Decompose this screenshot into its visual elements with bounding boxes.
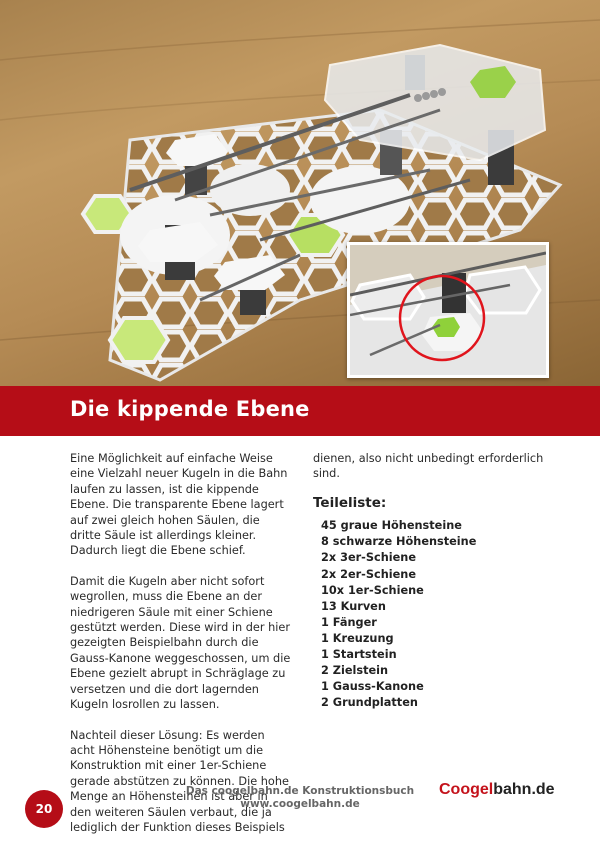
inset-detail-photo [347,242,549,378]
paragraph: Eine Möglichkeit auf einfache Weise eine Vielzahl neuer Kugeln in die Bahn laufen zu lassen, ist die kippende Ebene. Die transparente Ebene lagert auf zwei gleich hohen Säulen, die dritte Säule ist allerdings kleiner. Dadurch liegt die Ebene schief. [70,452,288,558]
right-text-column [313,451,553,711]
logo-part-bahn: bahn.de [493,781,555,798]
list-item: 8 schwarze Höhensteine [321,535,477,549]
list-item: 2x 3er-Schiene [321,551,416,565]
list-item: 13 Kurven [321,599,386,613]
detail-illustration [350,245,546,375]
list-item: 2x 2er-Schiene [321,567,416,581]
paragraph: Nachteil dieser Lösung: Es werden acht Höhensteine benötigt um die Konstruktion mit einer 1er-Schiene gerade abstützen zu können. Die hohe Menge an Höhensteinen ist aber in den weiteren Säulen verbaut, die ja lediglich der Funktion dieses Beispiels [70,728,289,834]
parts-list [313,518,553,711]
title-banner [0,386,600,436]
list-item: 2 Zielstein [321,664,389,678]
logo-part-coogel: Coogel [439,781,494,798]
list-item: 1 Gauss-Kanone [321,680,424,694]
footer-book-info [170,785,430,811]
main-photo [0,0,600,386]
parts-list-heading: Teileliste: [313,494,387,511]
coogelbahn-logo [439,781,555,799]
page-title: Die kippende Ebene [70,397,310,421]
page-number: 20 [25,790,63,828]
list-item: 45 graue Höhensteine [321,519,462,533]
list-item: 1 Kreuzung [321,631,394,645]
list-item: 10x 1er-Schiene [321,583,424,597]
paragraph-continuation: dienen, also nicht unbedingt erforderlich sind. [313,452,544,481]
list-item: 1 Fänger [321,615,377,629]
book-title: Das coogelbahn.de Konstruktionsbuch [185,785,415,797]
footer-url: www.coogelbahn.de [240,798,360,810]
list-item: 2 Grundplatten [321,696,418,710]
list-item: 1 Startstein [321,647,397,661]
paragraph: Damit die Kugeln aber nicht sofort wegrollen, muss die Ebene an der niedrigeren Säule mit einer Schiene gestützt werden. Diese wird in der hier gezeigten Beispielbahn durch die Gauss-Kanone weggeschossen, um die Ebene gezielt abrupt in Schräglage zu versetzen und die dort lagernden Kugeln losrollen zu lassen. [70,574,291,712]
